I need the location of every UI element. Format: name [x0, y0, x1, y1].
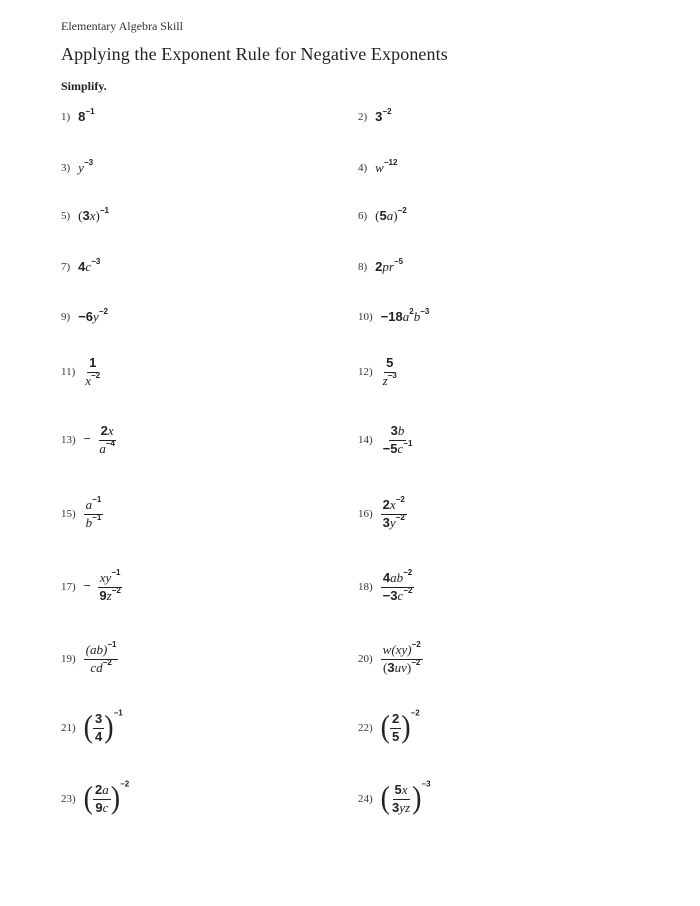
exponent: −1: [403, 438, 413, 448]
coefficient: 9: [99, 587, 107, 603]
problem-15: [61, 495, 103, 531]
problem-12: [358, 356, 399, 389]
problem-expression: [78, 109, 94, 125]
exponent: −2: [403, 568, 413, 577]
problem-number: 20): [358, 653, 373, 666]
problem-number: 12): [358, 366, 373, 379]
coefficient: 4: [78, 259, 86, 274]
problem-number: 22): [358, 722, 373, 735]
exponent: −3: [83, 158, 94, 167]
fraction: [390, 783, 412, 816]
exponent: −3: [91, 257, 101, 266]
denominator: [390, 800, 412, 816]
problem-number: 14): [358, 434, 373, 447]
coefficient: 3: [382, 514, 390, 530]
variable: a: [386, 208, 394, 223]
exponent: −1: [99, 206, 109, 215]
fraction: [93, 712, 104, 745]
coefficient: −18: [380, 309, 403, 324]
fraction: [381, 356, 399, 389]
problem-4: [358, 160, 397, 176]
variable: c: [397, 440, 404, 456]
problem-number: 11): [61, 366, 76, 379]
variable: (ab): [85, 642, 108, 657]
coefficient: −3: [382, 587, 398, 603]
exponent: −5: [393, 257, 404, 266]
variable: c: [102, 799, 109, 815]
exponent: −1: [85, 107, 95, 116]
problem-17: [61, 568, 123, 604]
page-title: Applying the Exponent Rule for Negative Exponents: [61, 44, 448, 64]
denominator: [381, 657, 422, 676]
problem-expression: [375, 208, 407, 224]
variable: w: [375, 160, 384, 175]
problem-number: 24): [358, 793, 373, 806]
fraction: [83, 356, 102, 389]
problem-expression: [83, 568, 123, 604]
problem-number: 17): [61, 581, 76, 594]
problem-23: [61, 779, 130, 817]
coefficient: 3: [392, 799, 400, 815]
variable: b: [85, 514, 93, 530]
problem-24: [358, 779, 431, 817]
problem-21: [61, 708, 123, 746]
numerator: 3: [93, 712, 104, 729]
problem-expression: [78, 208, 109, 224]
exponent: 2: [409, 307, 414, 316]
paren: ): [406, 659, 412, 675]
problem-expression: [375, 160, 397, 176]
base: 3: [375, 109, 383, 124]
exponent: −2: [395, 495, 405, 504]
variable: z: [106, 587, 112, 603]
fraction: [381, 495, 407, 531]
variable: w(xy): [382, 642, 412, 657]
numerator: 2: [390, 712, 401, 729]
exponent: −2: [102, 657, 112, 667]
variable: cd: [90, 659, 103, 675]
exponent: −1: [111, 568, 121, 577]
variable: x: [107, 423, 114, 438]
paren: ): [95, 208, 100, 223]
coefficient: 2: [382, 497, 390, 512]
coefficient: 2: [100, 423, 108, 438]
exponent: −2: [382, 107, 392, 116]
problem-number: 23): [61, 793, 76, 806]
numerator: 5: [384, 356, 395, 373]
problem-expression: [78, 309, 108, 325]
fraction: [84, 495, 104, 531]
variable: xy: [99, 570, 112, 585]
base: 8: [78, 109, 86, 124]
problem-expression: [381, 424, 415, 457]
problem-11: [61, 356, 102, 389]
denominator: [84, 512, 104, 531]
paren: (: [375, 208, 380, 223]
coefficient: 2: [95, 782, 103, 797]
coefficient: 2: [375, 259, 383, 274]
exponent: −2: [91, 370, 101, 380]
minus-sign: −: [83, 578, 92, 594]
variable: a: [99, 440, 106, 456]
problem-number: 9): [61, 311, 71, 323]
problem-number: 3): [61, 162, 71, 174]
problem-number: 13): [61, 434, 76, 447]
variable: b: [413, 309, 421, 324]
problem-8: [358, 259, 403, 275]
exponent: −1: [107, 640, 117, 649]
exponent: −2: [411, 640, 421, 649]
variable: y: [78, 160, 84, 175]
variable: x: [85, 372, 92, 388]
problem-number: 5): [61, 210, 71, 222]
coefficient: 4: [382, 570, 391, 585]
coefficient: 3: [82, 208, 90, 223]
problem-5: [61, 208, 109, 224]
variable: y: [93, 309, 99, 324]
problem-expression: ( $\frac{5x}{3yz}$ )$^{-3}$: [380, 779, 431, 817]
variable: x: [389, 497, 396, 512]
problem-expression: ( $\frac{3}{4}$ )$^{-1}$: [83, 708, 123, 746]
variable: c: [85, 259, 92, 274]
denominator: [93, 800, 110, 816]
variable: x: [89, 208, 96, 223]
problem-2: [358, 109, 392, 125]
variable: a: [85, 497, 93, 512]
problem-number: 16): [358, 508, 373, 521]
variable: a: [402, 309, 410, 324]
problem-expression: [381, 640, 423, 676]
problem-number: 15): [61, 508, 76, 521]
problem-10: [358, 309, 429, 325]
problem-expression: [381, 495, 407, 531]
variable: y: [389, 514, 396, 530]
problem-20: [358, 640, 423, 676]
problem-number: 10): [358, 311, 373, 323]
problem-number: 21): [61, 722, 76, 735]
denominator: [83, 370, 102, 389]
problem-expression: [381, 356, 399, 389]
exponent: −3: [420, 307, 430, 316]
problem-expression: [381, 309, 430, 325]
exponent: −3: [421, 779, 431, 789]
problem-expression: [381, 568, 415, 604]
paren: (: [383, 659, 388, 675]
instructions: Simplify.: [61, 79, 107, 93]
paren: (: [78, 208, 83, 223]
problem-expression: [375, 259, 403, 275]
problem-number: 7): [61, 261, 71, 273]
problem-number: 2): [358, 111, 368, 123]
problem-number: 8): [358, 261, 368, 273]
problem-22: [358, 708, 420, 746]
denominator: [97, 438, 117, 457]
numerator: 1: [87, 356, 98, 373]
fraction: [381, 640, 423, 676]
variable: z: [382, 372, 388, 388]
fraction: [97, 568, 122, 604]
numerator: [393, 783, 410, 800]
problem-16: [358, 495, 407, 531]
problem-expression: [78, 259, 100, 275]
variable: b: [397, 423, 405, 438]
worksheet-series: Elementary Algebra Skill: [61, 19, 183, 33]
problem-number: 18): [358, 581, 373, 594]
denominator: [88, 657, 113, 676]
problem-number: 4): [358, 162, 368, 174]
problem-expression: [83, 356, 102, 389]
variable: c: [397, 587, 404, 603]
numerator: [93, 783, 111, 800]
problem-number: 6): [358, 210, 368, 222]
numerator: [84, 640, 119, 660]
problem-9: [61, 309, 108, 325]
problem-expression: ( $\frac{2a}{9c}$ )$^{-2}$: [83, 779, 130, 817]
problem-1: [61, 109, 95, 125]
fraction: [381, 568, 415, 604]
exponent: −2: [411, 657, 421, 667]
coefficient: −5: [382, 440, 398, 456]
coefficient: 9: [95, 799, 103, 815]
problem-13: [61, 424, 117, 457]
minus-sign: −: [83, 431, 92, 447]
paren: ): [393, 208, 398, 223]
fraction: [381, 424, 415, 457]
coefficient: −6: [78, 309, 93, 324]
exponent: −2: [397, 206, 407, 215]
exponent: −2: [120, 779, 130, 789]
exponent: −2: [410, 708, 420, 718]
variable: pr: [382, 259, 394, 274]
coefficient: 3: [390, 423, 398, 438]
variable: uv: [394, 659, 407, 675]
variable: a: [102, 782, 109, 797]
problem-number: 1): [61, 111, 71, 123]
exponent: −12: [383, 158, 398, 167]
coefficient: 5: [379, 208, 387, 223]
exponent: −1: [92, 495, 102, 504]
denominator: 5: [392, 728, 400, 744]
exponent: −2: [111, 585, 121, 595]
exponent: −1: [92, 512, 102, 522]
fraction: [390, 712, 401, 745]
denominator: [97, 585, 122, 604]
problem-14: [358, 424, 414, 457]
problem-expression: [78, 160, 93, 176]
problem-expression: [375, 109, 391, 125]
coefficient: 3: [387, 659, 395, 675]
problem-expression: [84, 640, 119, 676]
problem-7: [61, 259, 100, 275]
fraction: [97, 424, 117, 457]
problem-6: [358, 208, 407, 224]
problem-expression: ( $\frac{2}{5}$ )$^{-2}$: [380, 708, 420, 746]
problem-3: [61, 160, 93, 176]
denominator: [381, 370, 399, 389]
exponent: −1: [113, 708, 123, 718]
denominator: [381, 512, 407, 531]
denominator: 4: [95, 728, 103, 744]
variable: yz: [399, 799, 411, 815]
fraction: [84, 640, 119, 676]
problem-19: [61, 640, 118, 676]
variable: x: [401, 782, 408, 797]
exponent: −2: [395, 512, 405, 522]
exponent: −2: [98, 307, 108, 316]
denominator: [381, 585, 415, 604]
exponent: −3: [387, 370, 397, 380]
problem-number: 19): [61, 653, 76, 666]
problem-expression: [84, 424, 117, 457]
fraction: [93, 783, 111, 816]
exponent: −2: [403, 585, 413, 595]
problem-18: [358, 568, 414, 604]
exponent: −4: [105, 438, 115, 448]
denominator: [381, 438, 415, 457]
coefficient: 5: [394, 782, 402, 797]
variable: ab: [390, 570, 404, 585]
problem-expression: [84, 495, 104, 531]
